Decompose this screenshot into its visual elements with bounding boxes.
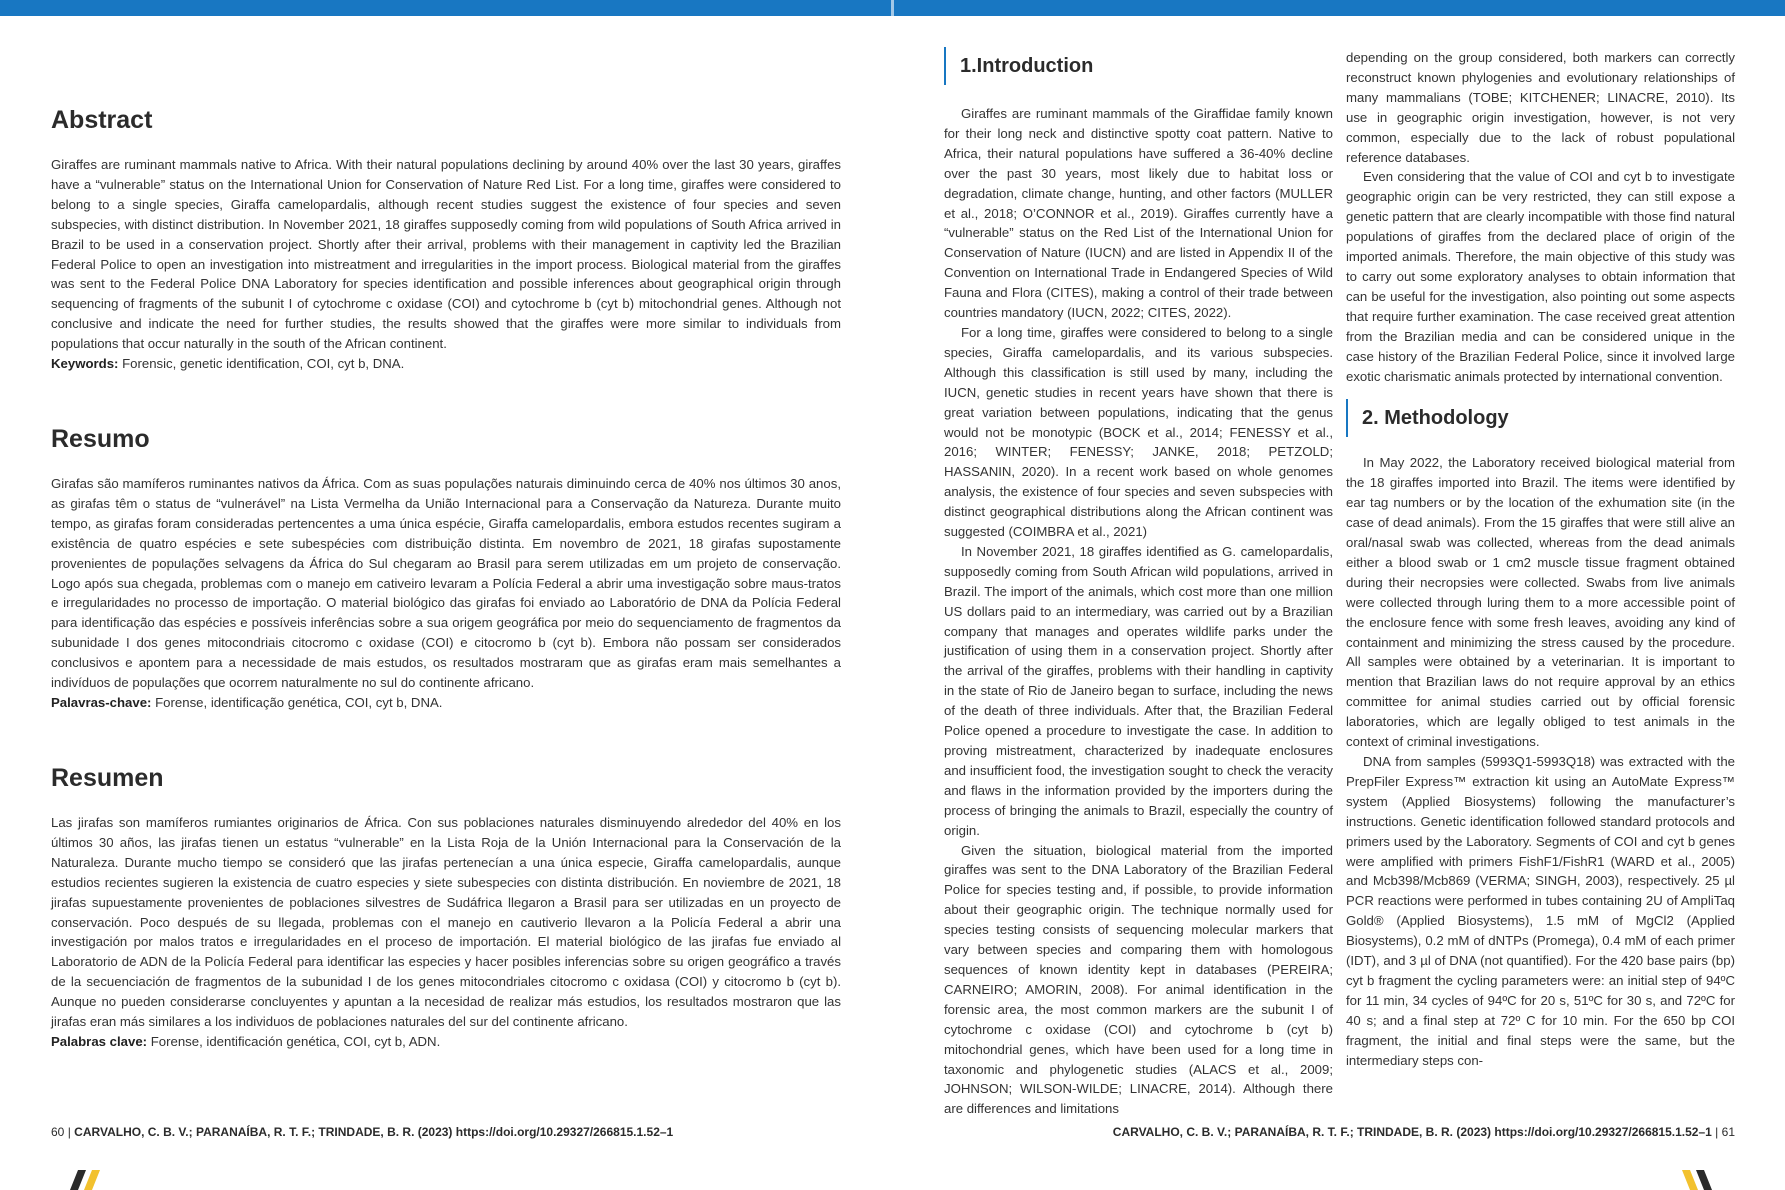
right-stripe-yellow xyxy=(1682,1170,1698,1190)
left-page-number: 60 xyxy=(51,1125,65,1139)
resumo-heading: Resumo xyxy=(51,425,150,453)
left-stripe-yellow xyxy=(84,1170,100,1190)
right-page-column-2 xyxy=(1346,48,1735,1071)
left-footer-citation: CARVALHO, C. B. V.; PARANAÍBA, R. T. F.; TRINDADE, B. R. (2023) https://doi.org/10.29327/266815.1.52–1 xyxy=(74,1125,674,1139)
right-page-column-1 xyxy=(944,48,1333,1119)
right-footer xyxy=(1113,1125,1735,1139)
abstract-section xyxy=(51,155,841,374)
intro-paragraph: Given the situation, biological material from the imported giraffes was sent to the DNA Laboratory of the Brazilian Federal Police for species testing and, if possible, to provide information about their geographic origin. The technique normally used for species testing consists of sequencing molecular markers that vary between species and comparing them with homologous sequences of known identity kept in databases (PEREIRA; CARNEIRO; AMORIN, 2008). For animal identification in the forensic area, the most common markers are the subunit I of cytochrome c oxidase (COI) and cytochrome b (cyt b) mitochondrial genes, which have been used for a long time in taxonomic and phylogenetic studies (ALACS et al., 2009; JOHNSON; WILSON-WILDE; LINACRE, 2014). Although there are differences and limitations xyxy=(944,842,1333,1117)
introduction-heading: 1.Introduction xyxy=(944,53,1333,79)
right-footer-citation: CARVALHO, C. B. V.; PARANAÍBA, R. T. F.; TRINDADE, B. R. (2023) https://doi.org/10.29327/266815.1.52–1 xyxy=(1112,1125,1712,1139)
intro-continuation-paragraph: depending on the group considered, both markers can correctly reconstruct known phylogenies and evolutionary relationships of many mammalians (TOBE; KITCHENER; LINACRE, 2010). Its use in geographic origin investigation, however, is not very common, especially due to the lack of robust populational reference databases. xyxy=(1346,50,1735,165)
left-stripe-dark xyxy=(70,1170,86,1190)
resumo-section xyxy=(51,474,841,713)
palabras-clave-value: Forense, identificación genética, COI, cyt b, ADN. xyxy=(147,1033,441,1049)
resumo-keywords xyxy=(51,693,841,713)
intro-paragraph: Even considering that the value of COI and cyt b to investigate geographic origin can be very restricted, they can still expose a genetic pattern that are clearly incompatible with those find natural populations of giraffes from the declared place of origin of the imported animals. Therefore, the main objective of this study was to carry out some exploratory analyses to obtain information that can be useful for the investigation, also pointing out some aspects that require further examination. The case received great attention from the Brazilian media and can be considered unique in the case history of the Brazilian Federal Police, since it involved large exotic charismatic animals protected by international convention. xyxy=(1346,169,1735,384)
abstract-keywords xyxy=(51,354,841,374)
left-footer-separator: | xyxy=(67,1125,71,1139)
page-spine-gap xyxy=(891,0,894,16)
resumen-section xyxy=(51,813,841,1052)
resumen-heading: Resumen xyxy=(51,764,164,792)
resumen-keywords xyxy=(51,1032,841,1052)
right-stripe-dark xyxy=(1696,1170,1712,1190)
methodology-paragraph: In May 2022, the Laboratory received biological material from the 18 giraffes imported into Brazil. The items were identified by ear tag numbers or by the location of the exhumation site (in the case of dead animals). From the 15 giraffes that were still alive an oral/nasal swab was collected, whereas from the dead animals either a blood swab or 1 cm2 muscle tissue fragment obtained during their necropsies were collected. Swabs from live animals were collected through luring them to a more accessible point of the enclosure fence with some fresh leaves, avoiding any kind of containment and minimizing the stress caused by the procedure. All samples were obtained by a veterinarian. It is important to mention that Brazilian laws do not require approval by an ethics committee for animal studies carried out by official forensic laboratories, which are legally obliged to test animals in the context of criminal investigations. xyxy=(1346,455,1735,750)
left-footer xyxy=(51,1125,673,1139)
top-accent-bar xyxy=(0,0,1785,16)
palabras-clave-label: Palabras clave: xyxy=(51,1033,148,1049)
palavras-chave-label: Palavras-chave: xyxy=(51,694,152,710)
abstract-heading: Abstract xyxy=(51,106,153,134)
abstract-body: Giraffes are ruminant mammals native to Africa. With their natural populations declining by around 40% over the last 30 years, giraffes have a “vulnerable” status on the International Union for Conservation of Nature Red List. For a long time, giraffes were considered to belong to a single species, Giraffa camelopardalis, although recent studies suggest the existence of four species and seven subspecies, with distinct distribution. In November 2021, 18 giraffes supposedly coming from wild populations of South Africa arrived in Brazil to be used in a conservation project. Shortly after their arrival, problems with their management in captivity led the Brazilian Federal Police to open an investigation into mistreatment and irregularities in the import process. Biological material from the giraffes was sent to the Federal Police DNA Laboratory for species identification and possible inferences about geographical origin through sequencing of fragments of the subunit I of cytochrome c oxidase (COI) and cytochrome b (cyt b) mitochondrial genes. Although not conclusive and indicate the need for further studies, the results showed that the giraffes were more similar to individuals from populations that occur naturally in the south of the African continent. xyxy=(51,157,841,352)
methodology-heading: 2. Methodology xyxy=(1346,405,1735,431)
intro-paragraph: In November 2021, 18 giraffes identified as G. camelopardalis, supposedly coming from South African wild populations, arrived in Brazil. The import of the animals, which cost more than one million US dollars paid to an intermediary, was carried out by a Brazilian company that manages and operates wildlife parks under the justification of using them in a conservation project. Shortly after the arrival of the giraffes, problems with their handling in captivity in the state of Rio de Janeiro began to surface, including the news of the death of three individuals. After that, the Brazilian Federal Police opened a procedure to investigate the case. In addition to proving mistreatment, characterized by inadequate enclosures and insufficient food, the investigation sought to check the veracity and flaws in the information provided by the importers during the process of bringing the animals to Brazil, especially the country of origin. xyxy=(944,543,1333,838)
intro-paragraph: For a long time, giraffes were considered to belong to a single species, Giraffa camelopardalis, and its various subspecies. Although this classification is still used by many, including the IUCN, genetic studies in recent years have shown that there is great variation between populations, indicating that the genus would not be monotypic (BOCK et al., 2014; FENESSY et al., 2016; WINTER; FENESSY; JANKE, 2018; PETZOLD; HASSANIN, 2020). In a recent work based on whole genomes analysis, the existence of four species and seven subspecies with distinct geographical distributions along the African continent was suggested (COIMBRA et al., 2021) xyxy=(944,324,1333,540)
keywords-label: Keywords: xyxy=(51,356,119,372)
palavras-chave-value: Forense, identificação genética, COI, cyt b, DNA. xyxy=(151,694,443,710)
keywords-value: Forensic, genetic identification, COI, cyt b, DNA. xyxy=(118,356,405,372)
left-stripes-decoration xyxy=(62,1170,108,1190)
right-page-number: 61 xyxy=(1721,1125,1735,1139)
intro-paragraph: Giraffes are ruminant mammals of the Giraffidae family known for their long neck and distinctive spotty coat pattern. Native to Africa, their natural populations have suffered a 36-40% decline over the past 30 years, most likely due to habitat loss or degradation, climate change, hunting, and other factors (MULLER et al., 2018; O’CONNOR et al., 2019). Giraffes currently have a “vulnerable” status on the Red List of the International Union for Conservation of Nature (IUCN) and are listed in Appendix II of the Convention on International Trade in Endangered Species of Wild Fauna and Flora (CITES), making a control of their trade between countries mandatory (IUCN, 2022; CITES, 2022). xyxy=(944,106,1333,321)
resumo-body: Girafas são mamíferos ruminantes nativos da África. Com as suas populações naturais diminuindo cerca de 40% nos últimos 30 anos, as girafas têm o status de “vulnerável” na Lista Vermelha da União Internacional para a Conservação da Natureza. Durante muito tempo, as girafas foram consideradas pertencentes a uma única espécie, Giraffa camelopardalis, embora estudos recentes sugiram a existência de quatro espécies e sete subespécies com distribuição distinta. Em novembro de 2021, 18 girafas supostamente provenientes de populações selvagens da África do Sul chegaram ao Brasil para serem utilizadas em um projeto de conservação. Logo após sua chegada, problemas com o manejo em cativeiro levaram a Polícia Federal a abrir uma investigação sobre maus-tratos e irregularidades no processo de importação. O material biológico das girafas foi enviado ao Laboratório de DNA da Polícia Federal para identificação das espécies e possíveis inferências sobre a sua origem geográfica por meio do sequenciamento de fragmentos da subunidade I dos genes mitocondriais citocromo c oxidase (COI) e citocromo b (cyt b). Embora não possam ser considerados conclusivos e apontem para a necessidade de mais estudos, os resultados mostraram que as girafas eram mais semelhantes a indivíduos de populações que ocorrem naturalmente no sul do continente africano. xyxy=(51,476,841,691)
right-footer-separator: | xyxy=(1715,1125,1719,1139)
resumen-body: Las jirafas son mamíferos rumiantes originarios de África. Con sus poblaciones naturales disminuyendo alrededor del 40% en los últimos 30 años, las jirafas tienen un estatus “vulnerable” en la Lista Roja de la Unión Internacional para la Conservación de la Naturaleza. Durante mucho tiempo se consideró que las jirafas pertenecían a una única especie, Giraffa camelopardalis, aunque estudios recientes sugieren la existencia de cuatro especies y siete subespecies con distinta distribución. En noviembre de 2021, 18 jirafas supuestamente provenientes de poblaciones silvestres de Sudáfrica llegaron a Brasil para ser utilizadas en un proyecto de conservación. Poco después de su llegada, problemas con el manejo en cautiverio llevaron a la Policía Federal a abrir una investigación por malos tratos e irregularidades en el proceso de importación. El material biológico de las jirafas fue enviado al Laboratorio de ADN de la Policía Federal para identificar las especies y hacer posibles inferencias sobre su origen geográfico a través de la secuenciación de fragmentos de la subunidad I de los genes mitocondriales citocromo c oxidasa (COI) y citocromo b (cyt b). Aunque no pueden considerarse concluyentes y apuntan a la necesidad de realizar más estudios, los resultados mostraron que las jirafas eran más similares a los individuos de poblaciones naturales del sur del continente africano. xyxy=(51,815,841,1030)
methodology-paragraph: DNA from samples (5993Q1-5993Q18) was extracted with the PrepFiler Express™ extraction kit using an AutoMate Express™ system (Applied Biosystems) following the manufacturer’s instructions. Genetic identification followed standard protocols and primers used by the Laboratory. Segments of COI and cyt b genes were amplified with primers FishF1/FishR1 (WARD et al., 2005) and Mcb398/Mcb869 (VERMA; SINGH, 2003), respectively. 25 µl PCR reactions were performed in tubes containing 2U of AmpliTaq Gold® (Applied Biosystems), 1.5 mM of MgCl2 (Applied Biosystems), 0.2 mM of dNTPs (Promega), 0.4 mM of each primer (IDT), and 3 µl of DNA (not quantified). For the 420 base pairs (bp) cyt b fragment the cycling parameters were: an initial step of 94ºC for 11 min, 34 cycles of 94ºC for 20 s, 51ºC for 30 s, and 72ºC for 40 s; and a final step at 72º C for 10 min. For the 650 bp COI fragment, the initial and final steps were the same, but the intermediary steps con- xyxy=(1346,754,1735,1068)
right-stripes-decoration xyxy=(1678,1170,1724,1190)
